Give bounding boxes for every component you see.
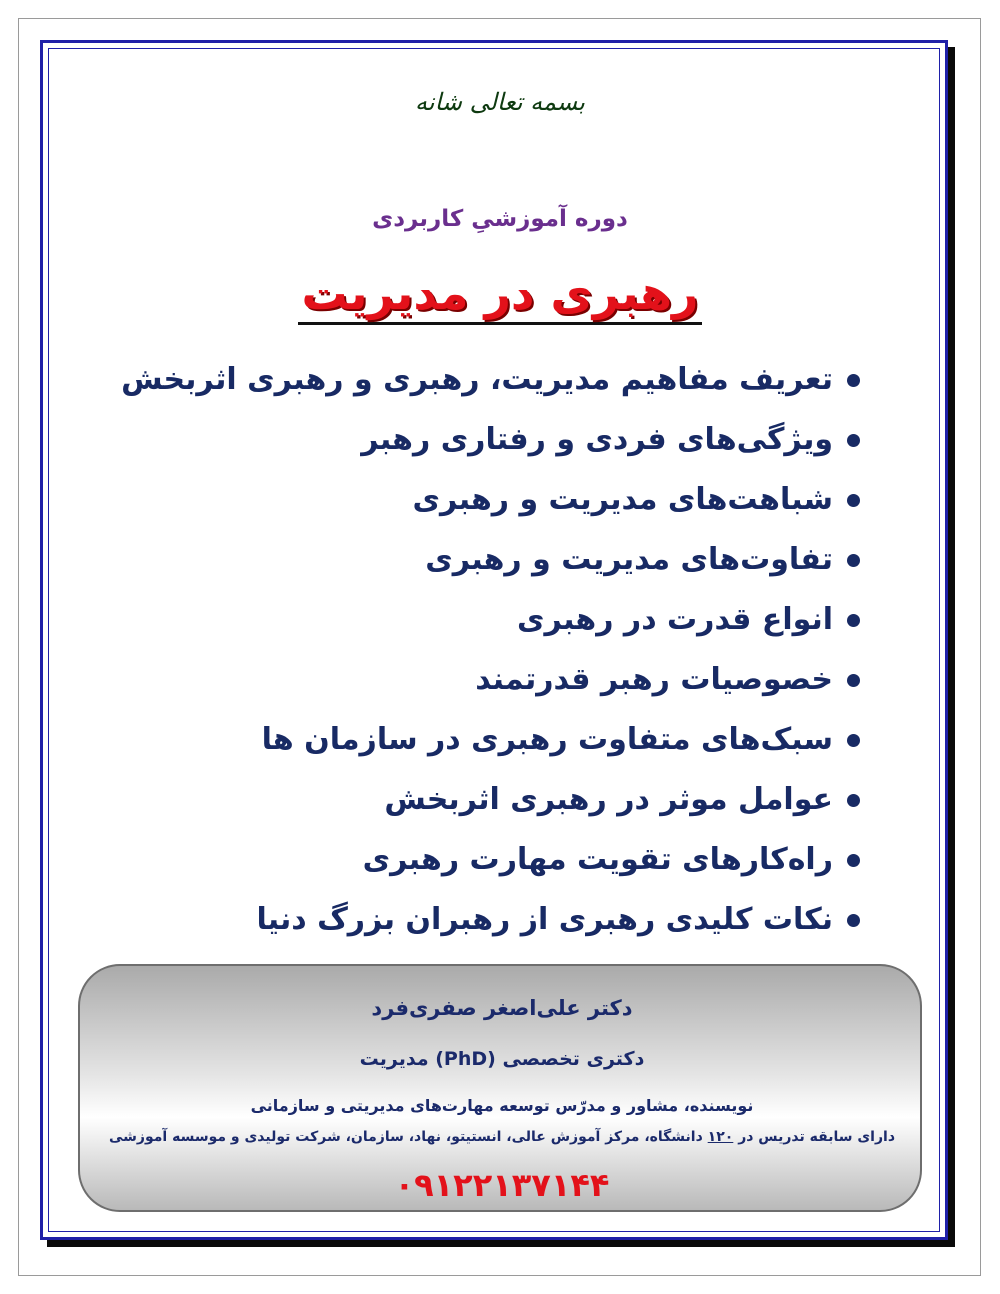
topic-item: [100, 530, 860, 590]
phone-number[interactable]: ۰۹۱۲۲۱۳۷۱۴۴: [394, 1166, 610, 1204]
instructor-experience: [80, 1129, 922, 1145]
topic-text: تعریف مفاهیم مدیریت، رهبری و رهبری اثربخش: [121, 362, 833, 397]
bullet-icon: [847, 734, 860, 747]
bullet-icon: [847, 674, 860, 687]
experience-prefix: دارای سابقه تدریس در: [738, 1129, 896, 1145]
experience-suffix: دانشگاه، مرکز آموزش عالی، انستیتو، نهاد، سازمان، شرکت تولیدی و موسسه آموزشی: [108, 1129, 703, 1145]
topic-text: راه‌کارهای تقویت مهارت رهبری: [362, 842, 833, 877]
topic-item: [100, 650, 860, 710]
topic-text: خصوصیات رهبر قدرتمند: [475, 662, 833, 697]
bullet-icon: [847, 374, 860, 387]
instructor-roles: نویسنده، مشاور و مدرّس توسعه مهارت‌های مدیریتی و سازمانی: [250, 1096, 754, 1115]
topic-item: [100, 830, 860, 890]
bullet-icon: [847, 794, 860, 807]
blessing-calligraphy: بسمه تعالی شانه: [415, 88, 585, 116]
bullet-icon: [847, 434, 860, 447]
instructor-degree: دکتری تخصصی (PhD) مدیریت: [359, 1048, 645, 1070]
topic-item: [100, 710, 860, 770]
topic-text: انواع قدرت در رهبری: [517, 602, 833, 637]
topic-item: [100, 590, 860, 650]
topic-text: نکات کلیدی رهبری از رهبران بزرگ دنیا: [256, 902, 833, 937]
experience-count: ۱۲۰: [707, 1129, 734, 1145]
topic-item: [100, 470, 860, 530]
topic-item: [100, 350, 860, 410]
bullet-icon: [847, 614, 860, 627]
topic-text: ویژگی‌های فردی و رفتاری رهبر: [361, 422, 833, 457]
bullet-icon: [847, 854, 860, 867]
topic-text: شباهت‌های مدیریت و رهبری: [412, 482, 833, 517]
bullet-icon: [847, 494, 860, 507]
course-subtitle: دوره آموزشیِ کاربردی: [372, 206, 628, 232]
instructor-info-box: [78, 964, 922, 1212]
course-title: [0, 266, 1000, 320]
topic-list: [100, 350, 860, 950]
topic-item: [100, 770, 860, 830]
bullet-icon: [847, 914, 860, 927]
bullet-icon: [847, 554, 860, 567]
topic-item: [100, 890, 860, 950]
topic-text: سبک‌های متفاوت رهبری در سازمان ها: [261, 722, 833, 757]
instructor-name: دکتر علی‌اصغر صفری‌فرد: [371, 996, 633, 1020]
topic-text: عوامل موثر در رهبری اثربخش: [384, 782, 833, 817]
topic-item: [100, 410, 860, 470]
course-title-text: رهبری در مدیریت: [298, 266, 703, 325]
topic-text: تفاوت‌های مدیریت و رهبری: [425, 542, 833, 577]
